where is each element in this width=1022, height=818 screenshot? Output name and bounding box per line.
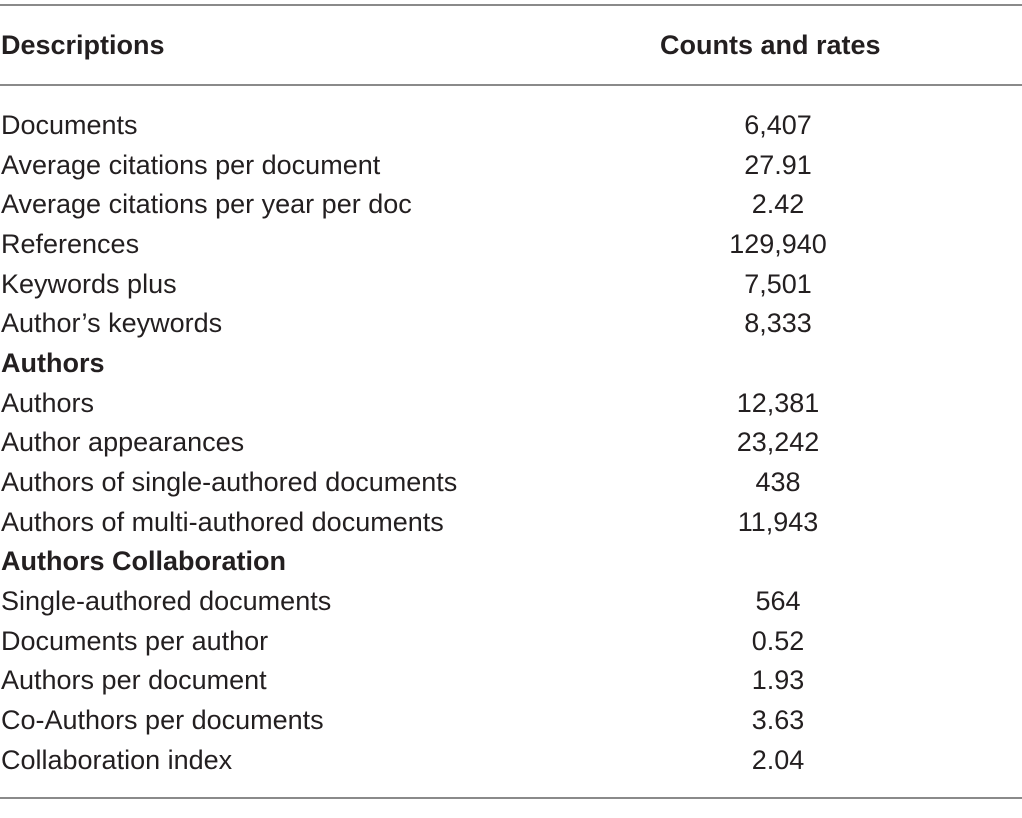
row-value: 438 <box>755 466 801 497</box>
row-value: 12,381 <box>736 387 820 418</box>
row-label: Keywords plus <box>1 268 177 299</box>
table-row <box>0 146 1022 186</box>
row-label: Single-authored documents <box>1 585 332 616</box>
table-row <box>0 304 1022 344</box>
row-label: Authors <box>1 387 95 418</box>
row-value: 27.91 <box>744 149 812 180</box>
row-value: 0.52 <box>751 625 805 656</box>
row-label: Authors of multi-authored documents <box>1 506 444 537</box>
row-label: Co-Authors per documents <box>1 704 324 735</box>
row-value: 23,242 <box>736 427 820 458</box>
section-heading-authors <box>0 344 1022 384</box>
row-label: Documents per author <box>1 625 269 656</box>
row-value: 7,501 <box>744 268 812 299</box>
row-label: References <box>1 228 140 259</box>
row-label: Authors of single-authored documents <box>1 466 458 497</box>
row-value: 129,940 <box>729 228 827 259</box>
table-row <box>0 106 1022 146</box>
table-row <box>0 503 1022 543</box>
table-row <box>0 741 1022 781</box>
header-descriptions: Descriptions <box>1 30 165 60</box>
row-value: 2.04 <box>751 744 805 775</box>
row-label: Documents <box>1 110 138 140</box>
section-label: Authors Collaboration <box>1 546 286 577</box>
row-value: 3.63 <box>751 704 805 735</box>
table-header-row <box>0 22 1022 68</box>
table-header-rule <box>0 84 1022 86</box>
table-row <box>0 622 1022 662</box>
row-value: 564 <box>755 585 801 616</box>
section-heading-authors-collaboration <box>0 542 1022 582</box>
row-label: Collaboration index <box>1 744 233 775</box>
table-row <box>0 225 1022 265</box>
table-row <box>0 265 1022 305</box>
section-label: Authors <box>1 347 105 378</box>
table-bottom-rule <box>0 797 1022 799</box>
table-row <box>0 423 1022 463</box>
row-label: Average citations per document <box>1 149 381 180</box>
row-value: 1.93 <box>751 665 805 696</box>
row-label: Author’s keywords <box>1 308 223 339</box>
table-row <box>0 582 1022 622</box>
row-value: 2.42 <box>751 189 805 220</box>
table-body <box>0 106 1022 780</box>
table-row <box>0 384 1022 424</box>
row-value: 8,333 <box>744 308 812 339</box>
row-label: Authors per document <box>1 665 267 696</box>
table-row <box>0 185 1022 225</box>
row-value: 11,943 <box>737 506 819 537</box>
table-row <box>0 701 1022 741</box>
table-row <box>0 463 1022 503</box>
row-label: Average citations per year per doc <box>1 189 412 220</box>
header-counts-and-rates: Counts and rates <box>660 30 881 60</box>
table-row <box>0 661 1022 701</box>
table-top-rule <box>0 4 1022 6</box>
row-value: 6,407 <box>744 110 812 140</box>
row-label: Author appearances <box>1 427 245 458</box>
